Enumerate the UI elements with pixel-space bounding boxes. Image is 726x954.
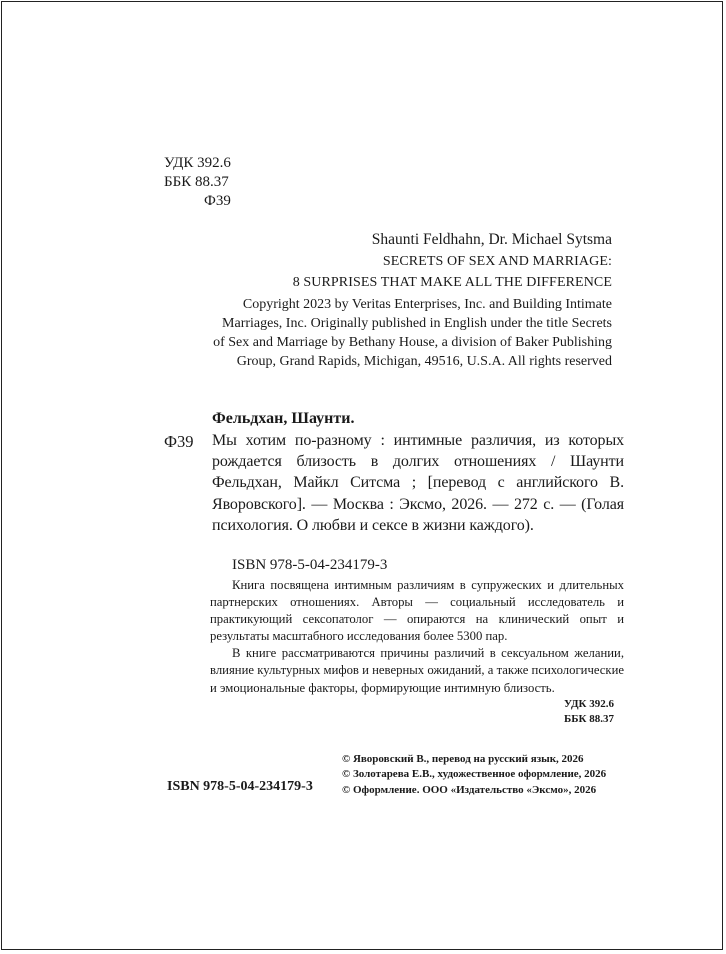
copyright-line: Group, Grand Rapids, Michigan, 49516, U.S.A. All rights reserved xyxy=(236,354,612,369)
copyright-line: of Sex and Marriage by Bethany House, a division of Baker Publishing xyxy=(213,335,612,350)
entry-author-heading: Фельдхан, Шаунти. xyxy=(212,410,355,427)
isbn-bottom: ISBN 978-5-04-234179-3 xyxy=(167,779,313,794)
copyright-notice: © Яворовский В., перевод на русский язык, 2026 xyxy=(342,753,584,765)
copyright-notice: © Золотарева Е.В., художественное оформление, 2026 xyxy=(342,768,607,781)
entry-isbn: ISBN 978-5-04-234179-3 xyxy=(232,557,388,573)
copyright-line: Copyright 2023 by Veritas Enterprises, Inc. and Building Intimate xyxy=(242,297,612,312)
author-mark: Ф39 xyxy=(204,193,231,209)
entry-description: Мы хотим по-разному : интимные различия, из которых рождается близость в долгих отношениях / Шаунти Фельдхан, Майкл Ситсма ; [перевод с английского В. Яворовского]. — Москва : Эксмо, 2026. — 272 с. — (Голая психология. О любви и сексе в жизни каждого). xyxy=(212,432,624,534)
english-title-line: 8 SURPRISES THAT MAKE ALL THE DIFFERENCE xyxy=(292,275,612,290)
annotation-paragraph: В книге рассматриваются причины различий в сексуальном желании, влияние культурных мифов и неверных ожиданий, а также психологические и эмоциональные факторы, формирующие интимную близость. xyxy=(210,646,624,695)
english-title xyxy=(162,251,612,293)
english-title-line: SECRETS OF SEX AND MARRIAGE: xyxy=(382,254,612,269)
copyright-line: Marriages, Inc. Originally published in English under the title Secrets xyxy=(222,316,612,331)
entry-code: Ф39 xyxy=(164,432,194,451)
english-authors: Shaunti Feldhahn, Dr. Michael Sytsma xyxy=(371,231,612,248)
english-copyright xyxy=(162,295,612,371)
annotation-paragraph: Книга посвящена интимным различиям в супружеских и длительных партнерских отношениях. Авторы — социальный исследователь и практикующий сексопатолог — опираются на клинический опыт и результаты масштабного исследования более 5300 пар. xyxy=(210,578,624,644)
classification-block-bottom xyxy=(564,697,614,726)
classification-block-top xyxy=(164,154,231,211)
page xyxy=(1,1,723,950)
copyright-notice: © Оформление. ООО «Издательство «Эксмо», 2026 xyxy=(342,783,597,796)
udk-code-bottom: УДК 392.6 xyxy=(564,698,615,710)
bbk-code: ББК 88.37 xyxy=(164,174,229,190)
copyright-notices xyxy=(342,752,606,798)
udk-code: УДК 392.6 xyxy=(164,155,231,171)
annotation xyxy=(210,577,624,697)
bbk-code-bottom: ББК 88.37 xyxy=(564,712,615,725)
